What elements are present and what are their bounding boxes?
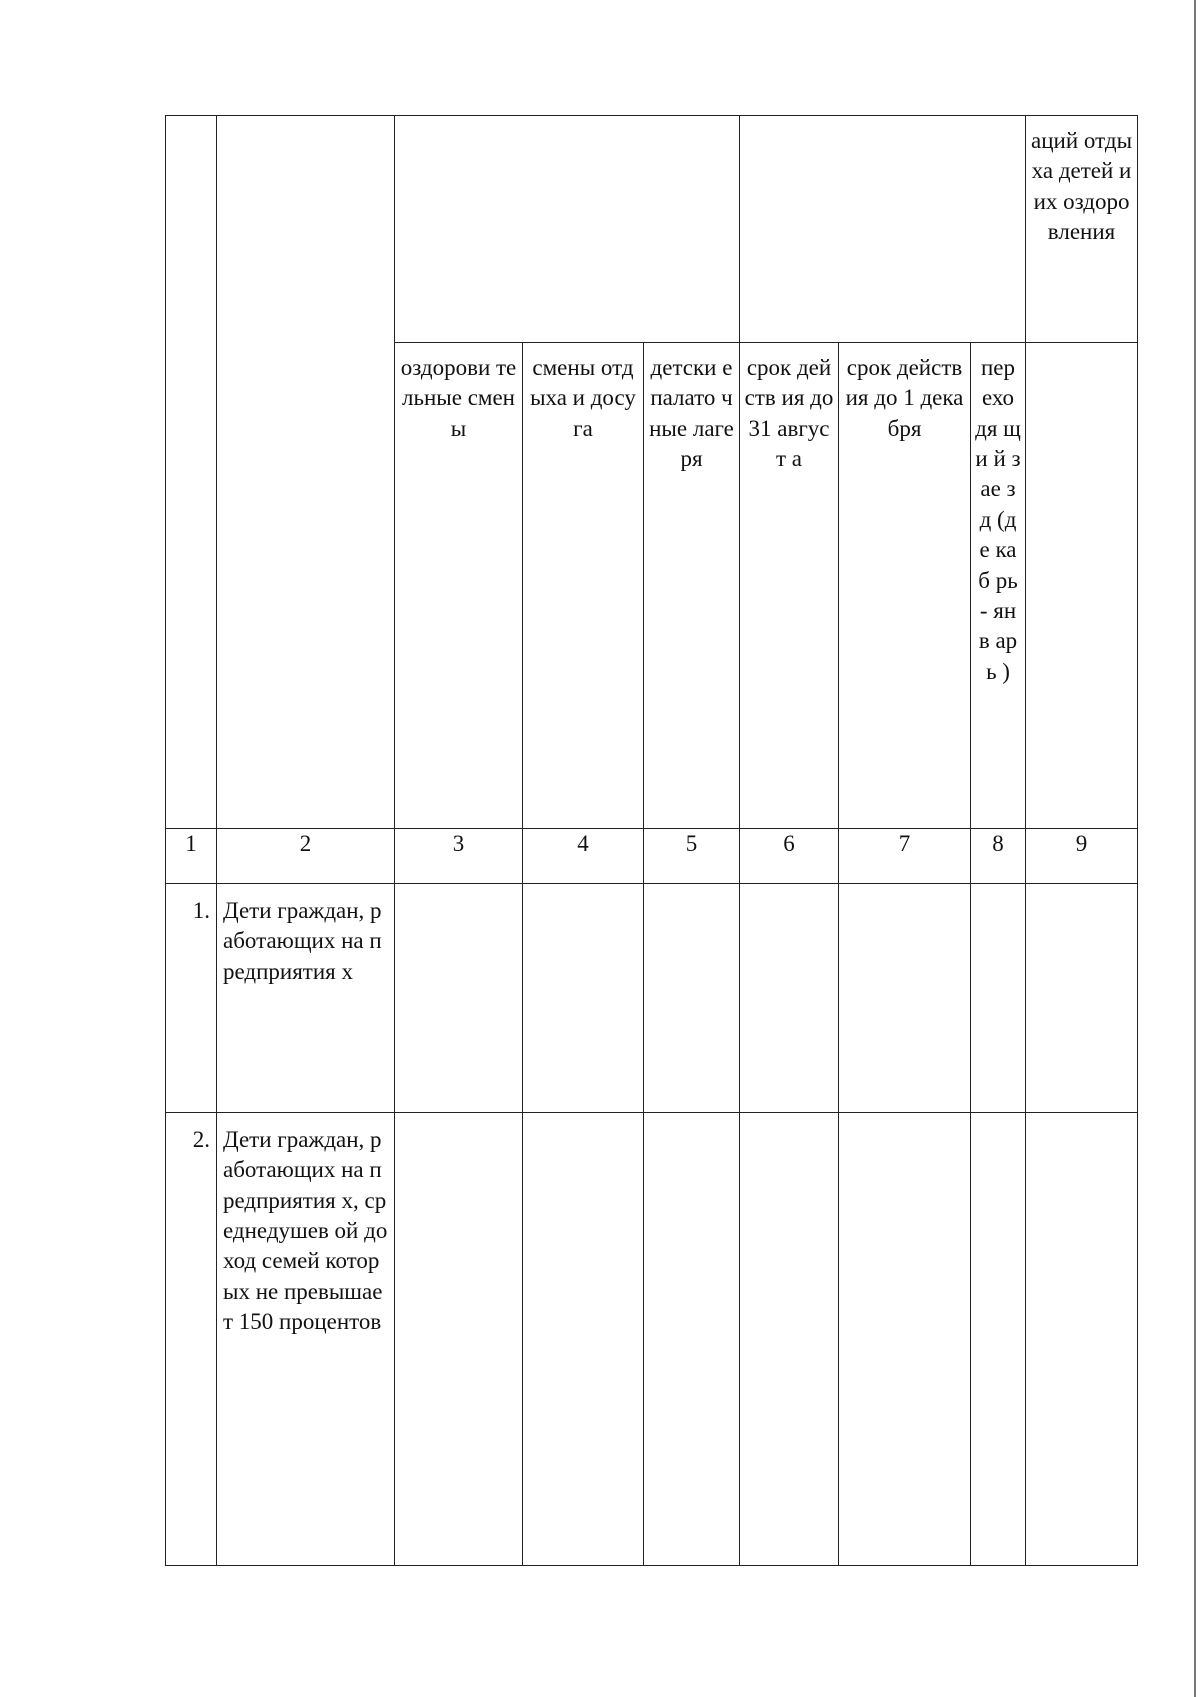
column-number: 9 — [1026, 829, 1138, 884]
row-label: Дети граждан, работающих на предприятия х — [217, 884, 395, 1113]
column-number: 3 — [395, 829, 523, 884]
header-group-6-8 — [740, 116, 1026, 343]
column-number: 1 — [166, 829, 217, 884]
header-cell-5: детски е палато чные лагеря — [644, 343, 740, 829]
table-cell — [523, 884, 644, 1113]
header-cell-2 — [217, 116, 395, 829]
header-cell-9-top: аций отдыха детей и их оздоровления — [1026, 116, 1138, 343]
table-cell — [395, 1113, 523, 1566]
column-number: 5 — [644, 829, 740, 884]
table-cell — [839, 1113, 971, 1566]
header-cell-1 — [166, 116, 217, 829]
row-label: Дети граждан, работающих на предприятия х, среднедушев ой доход семей которых не превышает 150 процентов — [217, 1113, 395, 1566]
column-number: 8 — [971, 829, 1026, 884]
header-row-top — [166, 116, 1138, 343]
scan-edge-line — [1194, 0, 1196, 1697]
row-index: 1. — [166, 884, 217, 1113]
column-number: 7 — [839, 829, 971, 884]
column-number-row — [166, 829, 1138, 884]
header-cell-8: пер ехо дя щи й зае зд (де каб рь - янв арь ) — [971, 343, 1026, 829]
column-number: 4 — [523, 829, 644, 884]
header-cell-7: срок действия до 1 декабря — [839, 343, 971, 829]
column-number: 6 — [740, 829, 839, 884]
table-cell — [1026, 884, 1138, 1113]
table-cell — [971, 1113, 1026, 1566]
column-number: 2 — [217, 829, 395, 884]
header-group-3-5 — [395, 116, 740, 343]
row-index: 2. — [166, 1113, 217, 1566]
table-cell — [839, 884, 971, 1113]
header-cell-3: оздорови тельные смены — [395, 343, 523, 829]
header-cell-9-sub — [1026, 343, 1138, 829]
header-cell-6: срок действ ия до 31 август а — [740, 343, 839, 829]
table-cell — [740, 1113, 839, 1566]
table-row — [166, 884, 1138, 1113]
header-cell-4: смены отдыха и досуга — [523, 343, 644, 829]
table-cell — [523, 1113, 644, 1566]
table-cell — [740, 884, 839, 1113]
table-cell — [644, 884, 740, 1113]
table-cell — [644, 1113, 740, 1566]
table-cell — [1026, 1113, 1138, 1566]
table-row — [166, 1113, 1138, 1566]
data-table — [165, 115, 1138, 1566]
table-cell — [395, 884, 523, 1113]
table-cell — [971, 884, 1026, 1113]
